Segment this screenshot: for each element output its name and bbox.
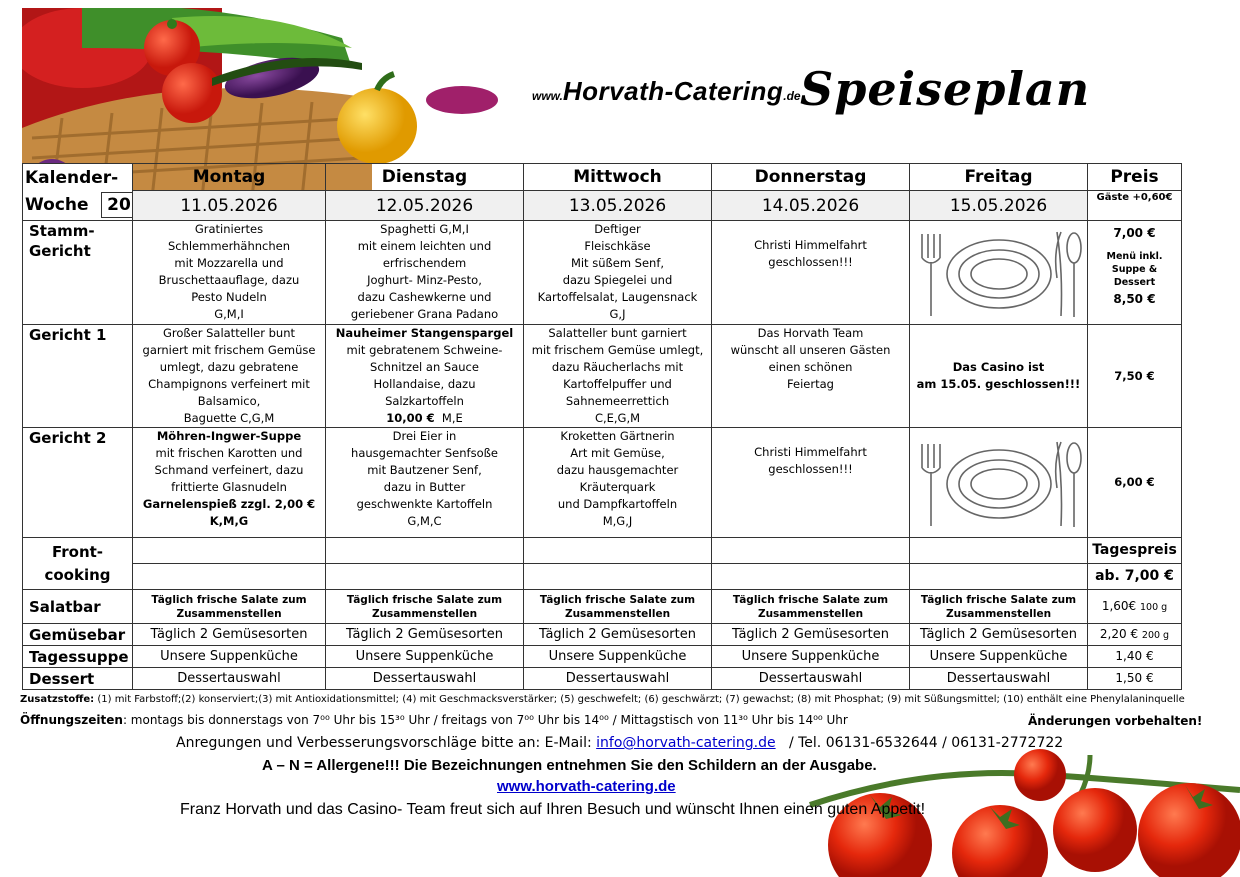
salat-price: 1,60€	[1101, 598, 1137, 613]
brand-logo	[532, 76, 801, 107]
additives-label: Zusatzstoffe:	[20, 694, 95, 705]
row-label-tagessuppe: Tagessuppe	[23, 646, 133, 668]
g2-monday	[133, 428, 326, 538]
calendar-week-label: Kalender- Woche	[25, 168, 119, 215]
row-label-gericht-1: Gericht 1	[23, 325, 133, 428]
g2-friday	[910, 428, 1088, 538]
menu-table	[22, 163, 1182, 690]
suppe-wednesday: Unsere Suppenküche	[524, 646, 712, 668]
menu-price: 8,50 €	[1113, 292, 1156, 306]
stamm-monday: Gratiniertes Schlemmerhähnchen mit Mozzarella und Bruschettaauflage, dazu Pesto Nudeln G,M,I	[133, 221, 326, 325]
opening-hours	[20, 713, 848, 727]
day-tuesday: Dienstag	[326, 164, 524, 191]
g1-tuesday-allergens: M,E	[441, 411, 463, 425]
front-wednesday-2	[524, 564, 712, 590]
row-label-salatbar: Salatbar	[23, 590, 133, 624]
menu-note: Menü inkl. Suppe & Dessert	[1106, 251, 1163, 288]
feedback-line	[176, 735, 1063, 751]
front-tuesday	[326, 538, 524, 564]
salat-friday: Täglich frische Salate zum Zusammenstellen	[910, 590, 1088, 624]
date-tuesday: 12.05.2026	[326, 191, 524, 221]
date-friday: 15.05.2026	[910, 191, 1088, 221]
email-link[interactable]: info@horvath-catering.de	[596, 735, 776, 751]
front-tuesday-2	[326, 564, 524, 590]
g2-price: 6,00 €	[1088, 428, 1182, 538]
salat-thursday: Täglich frische Salate zum Zusammenstellen	[712, 590, 910, 624]
stamm-friday	[910, 221, 1088, 325]
dessert-wednesday: Dessertauswahl	[524, 668, 712, 690]
stamm-wednesday: Deftiger Fleischkäse Mit süßem Senf, dazu Spiegelei und Kartoffelsalat, Laugensnack G,J	[524, 221, 712, 325]
brand-tld: .de	[783, 89, 801, 103]
front-friday	[910, 538, 1088, 564]
g2-monday-extra: Garnelenspieß zzgl. 2,00 € K,M,G	[142, 497, 316, 528]
website-link[interactable]: www.horvath-catering.de	[497, 778, 676, 795]
gemuese-monday: Täglich 2 Gemüsesorten	[133, 624, 326, 646]
additives-text: (1) mit Farbstoff;(2) konserviert;(3) mit Antioxidationsmittel; (4) mit Geschmacksverstärker; (5) geschwefelt; (6) geschwärzt; (7) gewachst; (8) mit Phosphat; (9) mit Süßungsmittel; (10) enthält eine Phenylalaninquelle	[97, 694, 1185, 705]
gemuese-price-cell	[1088, 624, 1182, 646]
gemuese-friday: Täglich 2 Gemüsesorten	[910, 624, 1088, 646]
day-wednesday: Mittwoch	[524, 164, 712, 191]
dessert-price: 1,50 €	[1088, 668, 1182, 690]
calendar-week-number: 20	[101, 192, 133, 218]
price-header: Preis	[1088, 164, 1182, 191]
suppe-price: 1,40 €	[1088, 646, 1182, 668]
row-label-gemuesebar: Gemüsebar	[23, 624, 133, 646]
phone-numbers: / Tel. 06131-6532644 / 06131-2772722	[775, 735, 1064, 751]
allergen-note: A – N = Allergene!!! Die Bezeichnungen entnehmen Sie den Schildern an der Ausgabe.	[262, 757, 877, 774]
additives-note	[20, 694, 1185, 705]
plate-cutlery-icon	[914, 433, 1084, 533]
g2-monday-text: mit frischen Karotten und Schmand verfeinert, dazu frittierte Glasnudeln	[154, 446, 304, 494]
suppe-thursday: Unsere Suppenküche	[712, 646, 910, 668]
suppe-monday: Unsere Suppenküche	[133, 646, 326, 668]
row-label-gericht-2: Gericht 2	[23, 428, 133, 538]
gemuese-unit: 200 g	[1141, 629, 1170, 641]
brand-www: www.	[532, 89, 563, 103]
g1-tuesday	[326, 325, 524, 428]
greeting: Franz Horvath und das Casino- Team freut sich auf Ihren Besuch und wünscht Ihnen einen guten Appetit!	[180, 801, 926, 818]
front-wednesday	[524, 538, 712, 564]
suppe-tuesday: Unsere Suppenküche	[326, 646, 524, 668]
gemuese-tuesday: Täglich 2 Gemüsesorten	[326, 624, 524, 646]
dessert-monday: Dessertauswahl	[133, 668, 326, 690]
date-thursday: 14.05.2026	[712, 191, 910, 221]
day-thursday: Donnerstag	[712, 164, 910, 191]
salat-monday: Täglich frische Salate zum Zusammenstellen	[133, 590, 326, 624]
salat-wednesday: Täglich frische Salate zum Zusammenstellen	[524, 590, 712, 624]
salat-price-cell	[1088, 590, 1182, 624]
changes-reserved: Änderungen vorbehalten!	[1028, 714, 1203, 728]
dessert-tuesday: Dessertauswahl	[326, 668, 524, 690]
g1-tuesday-title: Nauheimer Stangenspargel	[335, 326, 514, 340]
front-price: ab. 7,00 €	[1088, 564, 1182, 590]
front-monday-2	[133, 564, 326, 590]
g1-friday: Das Casino ist am 15.05. geschlossen!!!	[910, 325, 1088, 428]
front-monday	[133, 538, 326, 564]
guest-surcharge: Gäste +0,60€	[1088, 191, 1182, 221]
date-monday: 11.05.2026	[133, 191, 326, 221]
g1-tuesday-text: mit gebratenem Schweine- Schnitzel an Sauce Hollandaise, dazu Salzkartoffeln	[346, 343, 503, 408]
stamm-tuesday: Spaghetti G,M,I mit einem leichten und erfrischendem Joghurt- Minz-Pesto, dazu Cashewkerne und geriebener Grana Padano	[326, 221, 524, 325]
stamm-thursday: Christi Himmelfahrt geschlossen!!!	[712, 221, 910, 325]
salat-tuesday: Täglich frische Salate zum Zusammenstellen	[326, 590, 524, 624]
stamm-price: 7,00 €	[1113, 226, 1156, 240]
day-monday: Montag	[133, 164, 326, 191]
date-wednesday: 13.05.2026	[524, 191, 712, 221]
brand-name: Horvath-Catering	[562, 76, 784, 106]
page-title: Speiseplan	[800, 62, 1091, 116]
opening-hours-text: : montags bis donnerstags von 7⁰⁰ Uhr bis 15³⁰ Uhr / freitags von 7⁰⁰ Uhr bis 14⁰⁰ / Mittagstisch von 11³⁰ Uhr bis 14⁰⁰ Uhr	[122, 713, 848, 727]
row-label-dessert: Dessert	[23, 668, 133, 690]
g2-wednesday: Kroketten Gärtnerin Art mit Gemüse, dazu hausgemachter Kräuterquark und Dampfkartoffeln M,G,J	[524, 428, 712, 538]
plate-cutlery-icon	[914, 224, 1084, 322]
salat-unit: 100 g	[1140, 601, 1168, 613]
day-friday: Freitag	[910, 164, 1088, 191]
g2-tuesday: Drei Eier in hausgemachter Senfsoße mit Bautzener Senf, dazu in Butter geschwenkte Kartoffeln G,M,C	[326, 428, 524, 538]
front-thursday-2	[712, 564, 910, 590]
gemuese-price: 2,20 €	[1099, 626, 1139, 641]
g2-monday-title: Möhren-Ingwer-Suppe	[156, 429, 302, 443]
front-friday-2	[910, 564, 1088, 590]
g1-thursday: Das Horvath Team wünscht all unseren Gästen einen schönen Feiertag	[712, 325, 910, 428]
g1-price: 7,50 €	[1088, 325, 1182, 428]
front-price-label: Tagespreis	[1088, 538, 1182, 564]
row-label-stammgericht: Stamm- Gericht	[23, 221, 133, 325]
front-thursday	[712, 538, 910, 564]
feedback-text: Anregungen und Verbesserungsvorschläge bitte an: E-Mail:	[176, 735, 597, 751]
g1-monday: Großer Salatteller bunt garniert mit frischem Gemüse umlegt, dazu gebratene Champignons verfeinert mit Balsamico, Baguette C,G,M	[133, 325, 326, 428]
gemuese-wednesday: Täglich 2 Gemüsesorten	[524, 624, 712, 646]
gemuese-thursday: Täglich 2 Gemüsesorten	[712, 624, 910, 646]
g1-wednesday: Salatteller bunt garniert mit frischem Gemüse umlegt, dazu Räucherlachs mit Kartoffelpuffer und Sahnemeerrettich C,E,G,M	[524, 325, 712, 428]
g2-thursday: Christi Himmelfahrt geschlossen!!!	[712, 428, 910, 538]
calendar-week-cell	[23, 164, 133, 221]
stamm-price-cell	[1088, 221, 1182, 325]
opening-hours-label: Öffnungszeiten	[20, 713, 123, 727]
row-label-frontcooking: Front- cooking	[23, 538, 133, 590]
dessert-thursday: Dessertauswahl	[712, 668, 910, 690]
dessert-friday: Dessertauswahl	[910, 668, 1088, 690]
suppe-friday: Unsere Suppenküche	[910, 646, 1088, 668]
g1-tuesday-price: 10,00 €	[386, 411, 435, 425]
